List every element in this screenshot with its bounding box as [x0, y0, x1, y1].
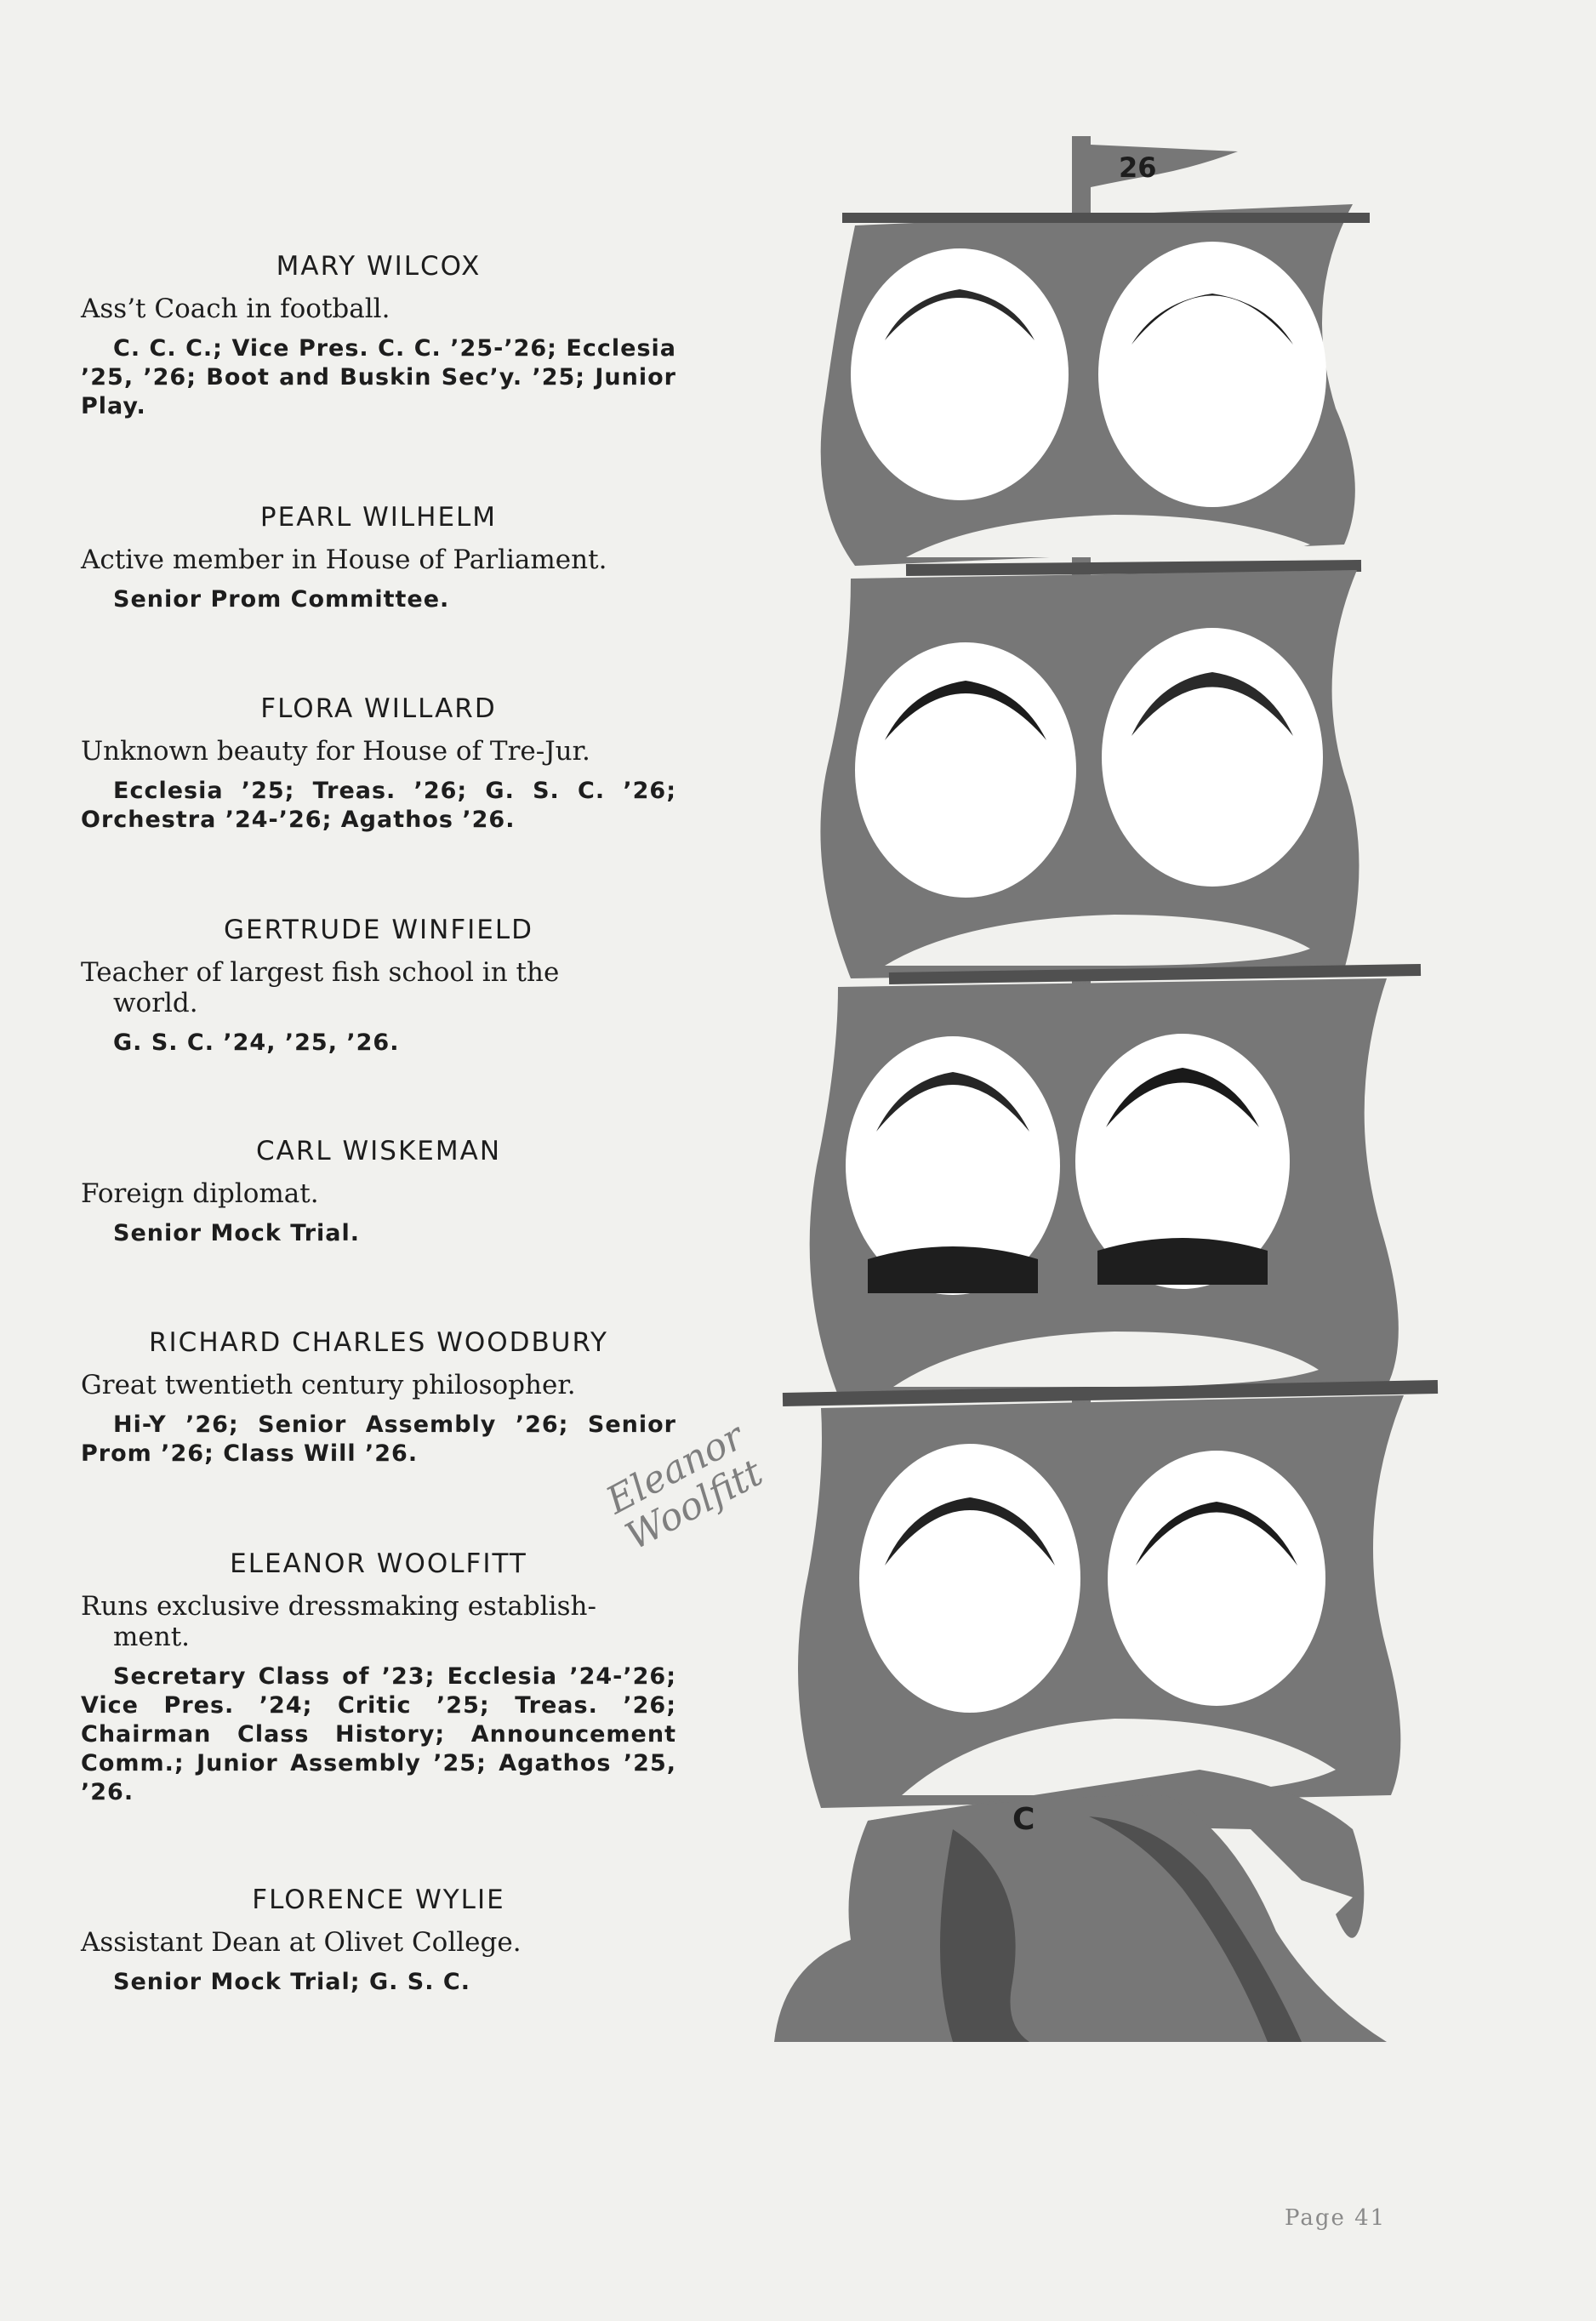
portrait-mary-wilcox	[851, 248, 1069, 500]
pennant-flag	[1091, 145, 1238, 187]
entry-name: FLORENCE WYLIE	[252, 1885, 505, 1915]
portrait-carl-wiskeman	[846, 1036, 1060, 1295]
entry-honors: G. S. C. ’24, ’25, ’26.	[113, 1029, 400, 1056]
entry-eleanor-woolfitt	[81, 1548, 676, 1807]
pennant-text: 26	[1119, 151, 1157, 184]
entry-pearl-wilhelm	[81, 502, 676, 614]
entry-mary-wilcox	[81, 251, 676, 421]
ship-illustration	[757, 128, 1455, 2059]
entry-florence-wylie	[81, 1885, 676, 1997]
entry-role: Unknown beauty for House of Tre-Jur.	[81, 736, 590, 767]
portrait-pearl-wilhelm	[1098, 242, 1326, 507]
portrait-florence-wylie	[1108, 1451, 1325, 1706]
portrait-richard-woodbury	[1075, 1034, 1290, 1289]
entry-honors: Senior Mock Trial.	[113, 1220, 361, 1246]
entry-name: CARL WISKEMAN	[255, 1136, 502, 1166]
entry-honors: Secretary Class of ’23; Ecclesia ’24-’26; Vice Pres. ’24; Critic ’25; Treas. ’26; Chairman Class History; Announcement Comm.; Junior Assembly ’25; Agathos ’25, ’26.	[81, 1663, 676, 1805]
entry-role: Foreign diplomat.	[81, 1178, 319, 1209]
entry-name: FLORA WILLARD	[260, 693, 497, 724]
entry-name: ELEANOR WOOLFITT	[230, 1548, 527, 1579]
entry-name: PEARL WILHELM	[259, 502, 498, 533]
entry-honors: Hi-Y ’26; Senior Assembly ’26; Senior Prom ’26; Class Will ’26.	[81, 1411, 676, 1467]
entry-role: Assistant Dean at Olivet College.	[81, 1927, 522, 1958]
entry-honors: Senior Mock Trial; G. S. C.	[113, 1969, 470, 1995]
entry-name: GERTRUDE WINFIELD	[223, 915, 534, 945]
handwritten-signature: Eleanor Woolfitt	[599, 1414, 770, 1560]
portrait-gertrude-winfield	[1102, 628, 1323, 887]
entry-carl-wiskeman	[81, 1136, 676, 1248]
yard-3	[889, 970, 1421, 978]
entry-role: Runs exclusive dressmaking establish- ment.	[81, 1591, 596, 1652]
entry-name: RICHARD CHARLES WOODBURY	[149, 1327, 608, 1358]
entry-honors: C. C. C.; Vice Pres. C. C. ’25-’26; Ecclesia ’25, ’26; Boot and Buskin Sec’y. ’25; Junior Play.	[81, 335, 676, 419]
entry-role: Teacher of largest fish school in the world.	[81, 957, 560, 1018]
portrait-flora-willard	[855, 642, 1076, 898]
page-number: Page 41	[1285, 2205, 1387, 2231]
entry-role: Ass’t Coach in football.	[81, 294, 390, 324]
portrait-eleanor-woolfitt	[859, 1444, 1080, 1713]
entry-role: Active member in House of Parliament.	[81, 545, 607, 575]
entry-richard-woodbury	[81, 1327, 676, 1468]
entry-gertrude-winfield	[81, 915, 676, 1058]
yard-1	[842, 213, 1370, 223]
entry-name: MARY WILCOX	[276, 251, 482, 282]
entry-flora-willard	[81, 693, 676, 835]
entry-honors: Senior Prom Committee.	[113, 586, 450, 613]
entry-honors: Ecclesia ’25; Treas. ’26; G. S. C. ’26; Orchestra ’24-’26; Agathos ’26.	[81, 778, 676, 833]
hull-letter: C	[1012, 1802, 1035, 1837]
entry-role: Great twentieth century philosopher.	[81, 1370, 576, 1400]
yard-2	[906, 566, 1361, 570]
